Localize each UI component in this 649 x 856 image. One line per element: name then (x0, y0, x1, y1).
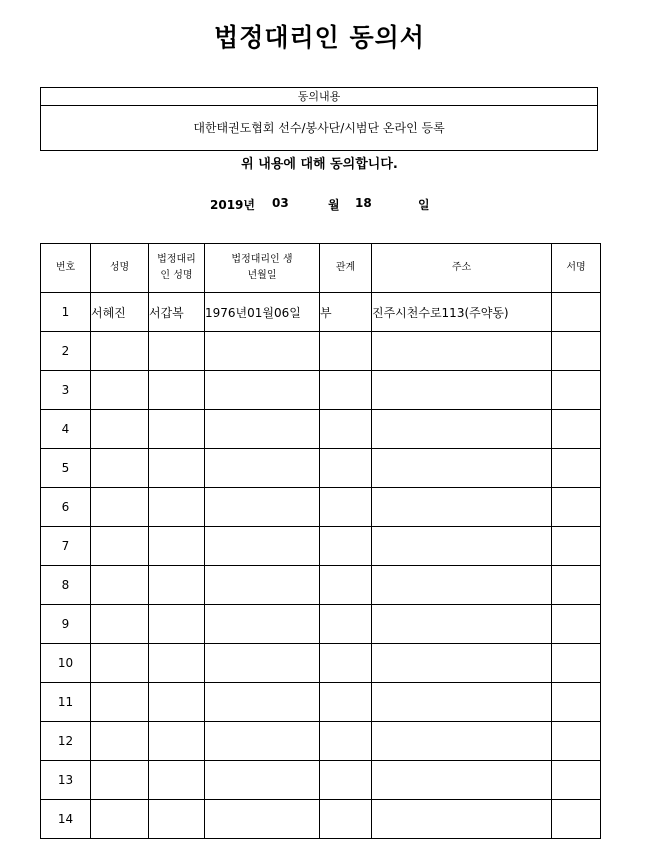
date-day-unit: 일 (418, 198, 430, 212)
row-number: 9 (41, 605, 91, 644)
row-number: 6 (41, 488, 91, 527)
row-number: 3 (41, 371, 91, 410)
header-signature: 서명 (552, 244, 601, 293)
row-number: 4 (41, 410, 91, 449)
row-guardian-name (149, 488, 205, 527)
row-relation (320, 371, 372, 410)
row-relation (320, 527, 372, 566)
row-number: 2 (41, 332, 91, 371)
table-row (41, 332, 601, 371)
table-row (41, 527, 601, 566)
row-number: 10 (41, 644, 91, 683)
row-guardian-name (149, 566, 205, 605)
table-row (41, 644, 601, 683)
row-name: 서혜진 (91, 293, 149, 332)
date-line (0, 196, 649, 214)
row-number: 11 (41, 683, 91, 722)
row-signature (552, 683, 601, 722)
header-number: 번호 (41, 244, 91, 293)
row-number: 13 (41, 761, 91, 800)
row-signature (552, 371, 601, 410)
row-name (91, 488, 149, 527)
row-address (372, 722, 552, 761)
consent-body: 대한태권도협회 선수/봉사단/시범단 온라인 등록 (193, 121, 445, 135)
row-address (372, 410, 552, 449)
row-relation (320, 800, 372, 839)
row-guardian-name (149, 683, 205, 722)
table-row (41, 605, 601, 644)
row-name (91, 449, 149, 488)
date-day: 18 (355, 196, 372, 210)
row-address (372, 488, 552, 527)
row-guardian-birthdate (205, 488, 320, 527)
row-number: 14 (41, 800, 91, 839)
table-header-row (41, 244, 601, 293)
row-relation (320, 644, 372, 683)
row-guardian-birthdate (205, 527, 320, 566)
date-month-unit: 월 (328, 198, 340, 212)
table-row (41, 449, 601, 488)
row-guardian-birthdate (205, 683, 320, 722)
row-guardian-birthdate (205, 761, 320, 800)
row-number: 8 (41, 566, 91, 605)
consent-header: 동의내용 (41, 88, 597, 106)
table-row (41, 293, 601, 332)
header-name: 성명 (91, 244, 149, 293)
row-signature (552, 722, 601, 761)
row-address (372, 332, 552, 371)
row-signature (552, 410, 601, 449)
row-signature (552, 800, 601, 839)
row-relation (320, 722, 372, 761)
row-signature (552, 527, 601, 566)
row-guardian-name (149, 527, 205, 566)
row-guardian-birthdate: 1976년01월06일 (205, 293, 320, 332)
row-address (372, 644, 552, 683)
table-row (41, 410, 601, 449)
row-name (91, 332, 149, 371)
row-guardian-name (149, 644, 205, 683)
row-address (372, 761, 552, 800)
header-relation: 관계 (320, 244, 372, 293)
row-address (372, 449, 552, 488)
row-guardian-birthdate (205, 800, 320, 839)
row-relation (320, 332, 372, 371)
row-number: 12 (41, 722, 91, 761)
row-guardian-name (149, 410, 205, 449)
row-signature (552, 488, 601, 527)
row-guardian-birthdate (205, 410, 320, 449)
row-address: 진주시천수로113(주약동) (372, 293, 552, 332)
row-address (372, 527, 552, 566)
row-name (91, 644, 149, 683)
row-signature (552, 293, 601, 332)
row-relation (320, 566, 372, 605)
row-name (91, 527, 149, 566)
agreement-statement: 위 내용에 대해 동의합니다. (241, 157, 398, 172)
table-row (41, 683, 601, 722)
row-guardian-name: 서갑복 (149, 293, 205, 332)
row-relation (320, 683, 372, 722)
row-number: 5 (41, 449, 91, 488)
table-row (41, 722, 601, 761)
table-row (41, 800, 601, 839)
row-guardian-name (149, 371, 205, 410)
consent-box (40, 87, 598, 151)
row-signature (552, 449, 601, 488)
row-relation (320, 488, 372, 527)
table-row (41, 761, 601, 800)
row-address (372, 683, 552, 722)
row-guardian-birthdate (205, 605, 320, 644)
row-name (91, 371, 149, 410)
row-guardian-name (149, 605, 205, 644)
row-signature (552, 566, 601, 605)
row-address (372, 800, 552, 839)
row-name (91, 605, 149, 644)
row-number: 1 (41, 293, 91, 332)
row-guardian-name (149, 761, 205, 800)
row-address (372, 371, 552, 410)
row-name (91, 410, 149, 449)
row-signature (552, 332, 601, 371)
row-guardian-birthdate (205, 449, 320, 488)
row-address (372, 566, 552, 605)
row-guardian-name (149, 332, 205, 371)
row-name (91, 683, 149, 722)
row-relation (320, 761, 372, 800)
row-guardian-birthdate (205, 371, 320, 410)
header-guardian-name: 법정대리인 성명 (149, 244, 205, 293)
row-name (91, 800, 149, 839)
row-number: 7 (41, 527, 91, 566)
row-guardian-birthdate (205, 722, 320, 761)
row-signature (552, 605, 601, 644)
row-relation: 부 (320, 293, 372, 332)
document-title: 법정대리인 동의서 (214, 23, 425, 52)
table-row (41, 371, 601, 410)
row-signature (552, 761, 601, 800)
date-month: 03 (272, 196, 289, 210)
guardian-roster-table (40, 243, 601, 839)
table-row (41, 566, 601, 605)
row-guardian-birthdate (205, 566, 320, 605)
row-guardian-name (149, 800, 205, 839)
row-guardian-name (149, 449, 205, 488)
row-guardian-birthdate (205, 332, 320, 371)
row-relation (320, 605, 372, 644)
row-name (91, 566, 149, 605)
header-address: 주소 (372, 244, 552, 293)
row-relation (320, 410, 372, 449)
row-name (91, 722, 149, 761)
row-signature (552, 644, 601, 683)
date-year: 2019년 (210, 198, 255, 212)
row-relation (320, 449, 372, 488)
table-row (41, 488, 601, 527)
row-name (91, 761, 149, 800)
row-guardian-name (149, 722, 205, 761)
header-guardian-birthdate: 법정대리인 생년월일 (205, 244, 320, 293)
row-address (372, 605, 552, 644)
row-guardian-birthdate (205, 644, 320, 683)
